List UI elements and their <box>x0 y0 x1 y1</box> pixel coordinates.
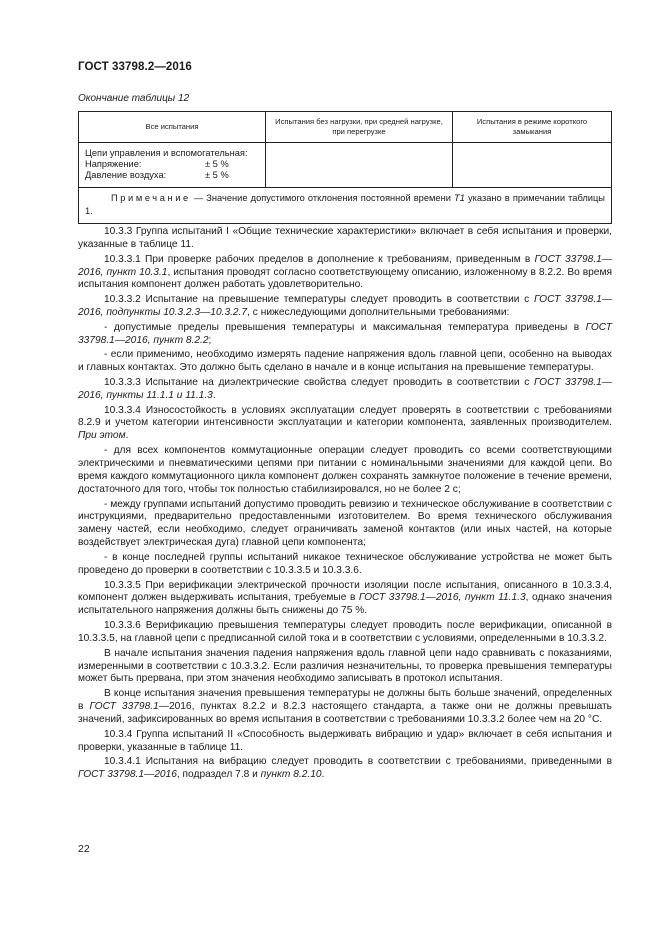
empty-cell-load <box>266 143 453 188</box>
paragraph-10-3-3: 10.3.3 Группа испытаний I «Общие технические характеристики» включает в себя испытания и проверки, указанные в таблице 11. <box>78 226 612 250</box>
page-number: 22 <box>78 843 90 855</box>
voltage-label: Напряжение: <box>85 159 142 169</box>
paragraph-10-3-3-2: 10.3.3.2 Испытание на превышение температуры следует проводить в соответствии с ГОСТ 33798.1—2016, подпункты 10.3.2.3—10.3.2.7, с нижеследующими дополнительными требованиями: <box>78 294 613 319</box>
paragraph: В конце испытания значения превышения температуры не должны быть больше значений, определенных в ГОСТ 33798.1—2016, пунктах 8.2.2 и 8.2.3 настоящего стандарта, а также они не должны превышать значений, зафиксированных во время испытания в соответствии с требованиями 10.3.3.2 более чем на 20 °С. <box>78 688 612 725</box>
list-item: - допустимые пределы превышения температуры и максимальная температура приведены в ГОСТ 33798.1—2016, пункт 8.2.2; <box>78 321 612 346</box>
control-circuits-cell <box>79 143 266 188</box>
list-item: - в конце последней группы испытаний никакое техническое обслуживание устройства не может быть проведено до проверки в соответствии с 10.3.3.5 и 10.3.3.6. <box>78 551 612 576</box>
table-row-voltage <box>85 159 259 170</box>
body-text <box>78 226 612 784</box>
list-item: - если применимо, необходимо измерять падение напряжения вдоль главной цепи, особенно на выводах и главных контактах. Это должно быть сделано в начале и в конце испытания на превышение температуры. <box>78 349 612 374</box>
air-pressure-value: ± 5 % <box>205 170 229 180</box>
paragraph-10-3-3-4: 10.3.3.4 Износостойкость в условиях эксплуатации следует проверять в соответствии с требованиями 8.2.9 и учетом категории интенсивности эксплуатации и категории компонента, заявленных производителем. При этом. <box>78 404 612 442</box>
paragraph-10-3-3-6: 10.3.3.6 Верификацию превышения температуры следует проводить после верификации, описанной в 10.3.3.5, на главной цепи с предписанной силой тока и в соответствии с условиями, определенными в 10.3.3.2. <box>78 620 612 644</box>
table-note: Примечание — Значение допустимого отклонения постоянной времени T1 указано в примечании таблицы 1. <box>79 188 612 224</box>
paragraph-10-3-4: 10.3.4 Группа испытаний II «Способность выдерживать вибрацию и удар» включает в себя испытания и проверки, указанные в таблице 11. <box>78 728 612 753</box>
table-row-air-pressure <box>85 170 259 181</box>
table-note-row <box>79 188 612 224</box>
column-header-all-tests: Все испытания <box>79 112 266 143</box>
list-item: - между группами испытаний допустимо проводить ревизию и техническое обслуживание в соответствии с инструкциями, предварительно предоставленными изготовителем. Во время технического обслуживания замену частей, если необходимо, следует ограничивать заменой контактов (или иных частей, на которые воздействует электрическая дуга) главной цепи компонента; <box>78 498 612 549</box>
voltage-value: ± 5 % <box>205 159 229 169</box>
list-item: - для всех компонентов коммутационные операции следует проводить со всеми соответствующими электрическими и пневматическими цепями при питании с номинальными значениями для каждой цепи. Во время каждого коммутационного цикла компонент должен сохранять замкнутое положение в течение времени, достаточного для того, чтобы ток полностью стабилизировался, но не более 2 с; <box>78 445 612 495</box>
row-title: Цепи управления и вспомогательная: <box>85 148 248 158</box>
table-12 <box>78 111 612 224</box>
table-row <box>79 143 612 188</box>
empty-cell-short-circuit <box>453 143 612 188</box>
table-header-row <box>79 112 612 143</box>
paragraph: В начале испытания значения падения напряжения вдоль главной цепи надо сравнивать с показаниями, измеренными в соответствии с 10.3.3.2. Если различия незначительны, то проверка превышения температуры может быть прервана, при этом значения необходимо записывать в протокол испытания. <box>78 647 612 685</box>
table-caption: Окончание таблицы 12 <box>78 93 190 104</box>
standard-header: ГОСТ 33798.2—2016 <box>78 61 192 73</box>
air-pressure-label: Давление воздуха: <box>85 170 167 180</box>
paragraph-10-3-3-1: 10.3.3.1 При проверке рабочих пределов в дополнение к требованиям, приведенным в ГОСТ 33798.1—2016, пункт 10.3.1, испытания проводят согласно соответствующему описанию, изложенному в 8.2.2. Во время испытания компонент должен работать удовлетворительно. <box>78 253 612 291</box>
column-header-short-circuit-tests: Испытания в режиме короткого замыкания <box>453 112 612 143</box>
paragraph-10-3-3-3: 10.3.3.3 Испытание на диэлектрические свойства следует проводить в соответствии с ГОСТ 33798.1—2016, пункты 11.1.1 и 11.1.3. <box>78 376 612 401</box>
paragraph-10-3-4-1: 10.3.4.1 Испытания на вибрацию следует проводить в соответствии с требованиями, приведенными в ГОСТ 33798.1—2016, подраздел 7.8 и пункт 8.2.10. <box>78 756 612 781</box>
paragraph-10-3-3-5: 10.3.3.5 При верификации электрической прочности изоляции после испытания, описанного в 10.3.3.4, компонент должен выдерживать испытания, требуемые в ГОСТ 33798.1—2016, пункт 11.1.3, однако значения испытательного напряжения должны быть снижены до 75 %. <box>78 579 613 617</box>
note-label: Примечание <box>111 193 191 203</box>
column-header-load-tests: Испытания без нагрузки, при средней нагрузке, при перегрузке <box>266 112 453 143</box>
